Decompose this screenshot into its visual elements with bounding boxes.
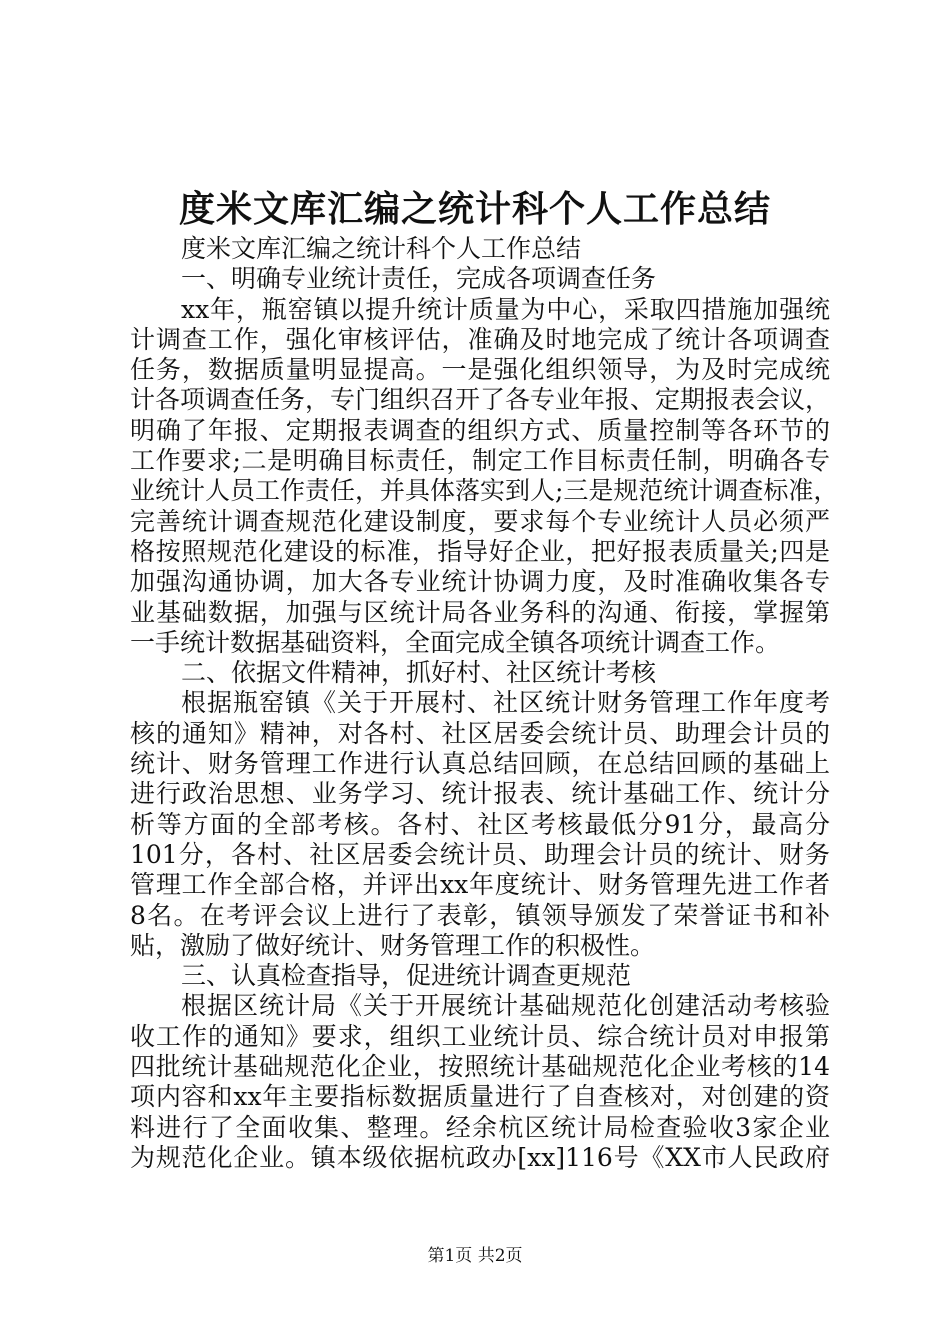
text-line: 8名。在考评会议上进行了表彰，镇领导颁发了荣誉证书和补 bbox=[130, 900, 830, 930]
text-line: 核的通知》精神，对各村、社区居委会统计员、助理会计员的 bbox=[130, 718, 830, 748]
text-line: 一手统计数据基础资料，全面完成全镇各项统计调查工作。 bbox=[130, 627, 781, 657]
text-line: 业统计人员工作责任，并具体落实到人;三是规范统计调查标准， bbox=[130, 476, 839, 506]
text-line: 101分，各村、社区居委会统计员、助理会计员的统计、财务 bbox=[130, 839, 830, 869]
text-line: 计调查工作，强化审核评估，准确及时地完成了统计各项调查 bbox=[130, 324, 830, 354]
text-line: 统计、财务管理工作进行认真总结回顾，在总结回顾的基础上 bbox=[130, 749, 830, 779]
text-line: 项内容和xx年主要指标数据质量进行了自查核对，对创建的资 bbox=[130, 1082, 830, 1112]
text-line: 析等方面的全部考核。各村、社区考核最低分91分，最高分 bbox=[130, 809, 830, 839]
text-line: 管理工作全部合格，并评出xx年度统计、财务管理先进工作者 bbox=[130, 870, 830, 900]
document-title: 度米文库汇编之统计科个人工作总结 bbox=[178, 188, 771, 230]
text-line: 任务，数据质量明显提高。一是强化组织领导，为及时完成统 bbox=[130, 355, 830, 385]
text-line: 为规范化企业。镇本级依据杭政办[xx]116号《XX市人民政府 bbox=[130, 1142, 830, 1172]
text-line: 明确了年报、定期报表调查的组织方式、质量控制等各环节的 bbox=[130, 415, 830, 445]
section-heading: 一、明确专业统计责任，完成各项调查任务 bbox=[181, 264, 657, 294]
text-line: 根据瓶窑镇《关于开展村、社区统计财务管理工作年度考 bbox=[181, 688, 830, 718]
text-line: 度米文库汇编之统计科个人工作总结 bbox=[181, 234, 582, 263]
page-footer: 第1页 共2页 bbox=[427, 1246, 523, 1266]
text-line: 根据区统计局《关于开展统计基础规范化创建活动考核验 bbox=[181, 991, 830, 1021]
text-line: 加强沟通协调，加大各专业统计协调力度，及时准确收集各专 bbox=[130, 567, 830, 597]
text-line: 收工作的通知》要求，组织工业统计员、综合统计员对申报第 bbox=[130, 1021, 830, 1051]
text-line: 料进行了全面收集、整理。经余杭区统计局检查验收3家企业 bbox=[130, 1112, 830, 1142]
text-line: 格按照规范化建设的标准，指导好企业，把好报表质量关;四是 bbox=[130, 536, 830, 566]
text-line: 进行政治思想、业务学习、统计报表、统计基础工作、统计分 bbox=[130, 779, 830, 809]
text-line: 四批统计基础规范化企业，按照统计基础规范化企业考核的14 bbox=[130, 1052, 830, 1082]
text-line: 工作要求;二是明确目标责任，制定工作目标责任制，明确各专 bbox=[130, 446, 830, 476]
text-line: 完善统计调查规范化建设制度，要求每个专业统计人员必须严 bbox=[130, 506, 830, 536]
text-line: 贴，激励了做好统计、财务管理工作的积极性。 bbox=[130, 930, 656, 960]
section-heading: 三、认真检查指导，促进统计调查更规范 bbox=[181, 961, 632, 991]
text-line: 业基础数据，加强与区统计局各业务科的沟通、衔接，掌握第 bbox=[130, 597, 830, 627]
text-line: xx年，瓶窑镇以提升统计质量为中心，采取四措施加强统 bbox=[181, 294, 830, 324]
document-body bbox=[130, 234, 839, 1173]
section-heading: 二、依据文件精神，抓好村、社区统计考核 bbox=[181, 658, 657, 688]
text-line: 计各项调查任务，专门组织召开了各专业年报、定期报表会议， bbox=[130, 385, 831, 415]
